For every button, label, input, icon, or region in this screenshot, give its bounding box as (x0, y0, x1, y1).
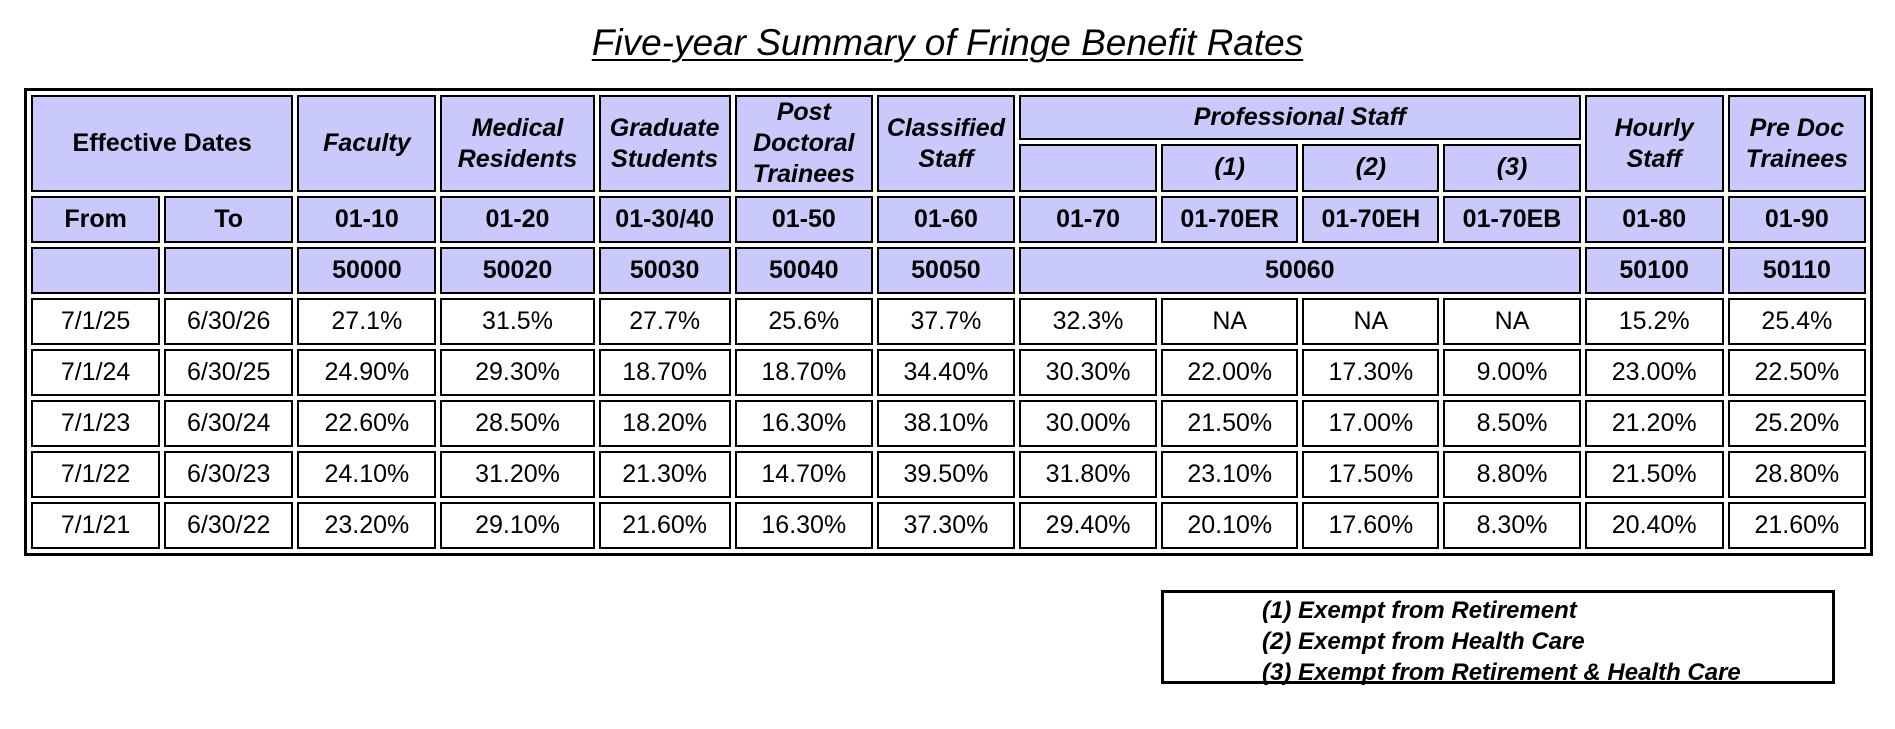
rate-cell: 8.30% (1443, 502, 1580, 549)
date-cell: 6/30/24 (164, 400, 293, 447)
rate-cell: 18.20% (599, 400, 731, 447)
prof-sub-header: (2) (1302, 144, 1439, 192)
account-code-cell (164, 247, 293, 294)
rate-cell: 14.70% (735, 451, 873, 498)
prof-sub-header: (3) (1443, 144, 1580, 192)
rate-cell: 24.90% (297, 349, 436, 396)
page-title: Five-year Summary of Fringe Benefit Rates (591, 22, 1304, 63)
account-code-cell: 50110 (1728, 247, 1866, 294)
rate-cell: 29.30% (440, 349, 594, 396)
rate-cell: 21.60% (1728, 502, 1866, 549)
rate-cell: 21.50% (1585, 451, 1724, 498)
rate-cell: 16.30% (735, 502, 873, 549)
date-cell: 7/1/22 (31, 451, 160, 498)
rate-cell: NA (1161, 298, 1298, 345)
rate-cell: 15.2% (1585, 298, 1724, 345)
rate-cell: 23.10% (1161, 451, 1298, 498)
rate-cell: 9.00% (1443, 349, 1580, 396)
rate-cell: 30.00% (1019, 400, 1157, 447)
plan-code-cell: 01-10 (297, 196, 436, 243)
effective-dates-header: Effective Dates (31, 95, 293, 192)
rate-cell: 21.30% (599, 451, 731, 498)
plan-code-cell: 01-70 (1019, 196, 1157, 243)
legend-item: (3) Exempt from Retirement & Health Care (1262, 659, 1741, 686)
medical-residents-header: Medical Residents (440, 95, 594, 192)
account-code-cell: 50000 (297, 247, 436, 294)
table-row (31, 502, 1866, 549)
date-cell: 6/30/22 (164, 502, 293, 549)
rate-cell: 37.30% (877, 502, 1015, 549)
plan-code-cell: 01-70EB (1443, 196, 1580, 243)
legend-item: (1) Exempt from Retirement (1262, 597, 1577, 624)
rate-cell: 22.60% (297, 400, 436, 447)
fringe-rates-table (24, 88, 1873, 556)
table-row (31, 400, 1866, 447)
rate-cell: 34.40% (877, 349, 1015, 396)
rate-cell: 25.4% (1728, 298, 1866, 345)
rate-cell: 23.00% (1585, 349, 1724, 396)
plan-code-cell: 01-70EH (1302, 196, 1439, 243)
rate-cell: 31.20% (440, 451, 594, 498)
rate-cell: 8.50% (1443, 400, 1580, 447)
faculty-header: Faculty (297, 95, 436, 192)
rate-cell: 27.1% (297, 298, 436, 345)
pre-doc-header: Pre Doc Trainees (1728, 95, 1866, 192)
rate-cell: 29.10% (440, 502, 594, 549)
legend-box (1161, 590, 1835, 684)
rate-cell: 23.20% (297, 502, 436, 549)
account-code-cell (31, 247, 160, 294)
prof-sub-header (1019, 144, 1157, 192)
table-row (31, 451, 1866, 498)
rate-cell: 27.7% (599, 298, 731, 345)
table-row (31, 349, 1866, 396)
rate-cell: 17.60% (1302, 502, 1439, 549)
rate-cell: 37.7% (877, 298, 1015, 345)
account-code-cell: 50060 (1019, 247, 1581, 294)
rate-cell: 22.50% (1728, 349, 1866, 396)
post-doctoral-header: Post Doctoral Trainees (735, 95, 873, 192)
rate-cell: 25.6% (735, 298, 873, 345)
plan-code-cell: 01-60 (877, 196, 1015, 243)
date-cell: 7/1/21 (31, 502, 160, 549)
graduate-students-header: Graduate Students (599, 95, 731, 192)
plan-code-cell: 01-20 (440, 196, 594, 243)
date-column-header: To (164, 196, 293, 243)
rate-cell: 18.70% (599, 349, 731, 396)
rate-cell: 8.80% (1443, 451, 1580, 498)
rate-cell: 29.40% (1019, 502, 1157, 549)
account-code-cell: 50050 (877, 247, 1015, 294)
prof-sub-header: (1) (1161, 144, 1298, 192)
rate-cell: NA (1443, 298, 1580, 345)
date-column-header: From (31, 196, 160, 243)
plan-code-cell: 01-70ER (1161, 196, 1298, 243)
account-code-cell: 50030 (599, 247, 731, 294)
professional-staff-header: Professional Staff (1019, 95, 1581, 140)
rate-cell: 28.80% (1728, 451, 1866, 498)
rate-cell: 17.00% (1302, 400, 1439, 447)
rate-cell: 24.10% (297, 451, 436, 498)
rate-cell: 32.3% (1019, 298, 1157, 345)
rate-cell: 17.30% (1302, 349, 1439, 396)
rate-cell: 20.10% (1161, 502, 1298, 549)
rate-cell: NA (1302, 298, 1439, 345)
rate-cell: 31.80% (1019, 451, 1157, 498)
rate-cell: 22.00% (1161, 349, 1298, 396)
rate-cell: 30.30% (1019, 349, 1157, 396)
table-row (31, 298, 1866, 345)
date-cell: 7/1/25 (31, 298, 160, 345)
account-code-cell: 50100 (1585, 247, 1724, 294)
rate-cell: 38.10% (877, 400, 1015, 447)
plan-code-cell: 01-80 (1585, 196, 1724, 243)
classified-staff-header: Classified Staff (877, 95, 1015, 192)
rate-cell: 20.40% (1585, 502, 1724, 549)
date-cell: 6/30/23 (164, 451, 293, 498)
plan-code-cell: 01-50 (735, 196, 873, 243)
date-cell: 6/30/26 (164, 298, 293, 345)
date-cell: 7/1/23 (31, 400, 160, 447)
plan-code-cell: 01-30/40 (599, 196, 731, 243)
rate-cell: 21.50% (1161, 400, 1298, 447)
rate-cell: 18.70% (735, 349, 873, 396)
rate-cell: 31.5% (440, 298, 594, 345)
rate-cell: 25.20% (1728, 400, 1866, 447)
rate-cell: 39.50% (877, 451, 1015, 498)
rate-cell: 28.50% (440, 400, 594, 447)
rate-cell: 21.60% (599, 502, 731, 549)
date-cell: 6/30/25 (164, 349, 293, 396)
legend-item: (2) Exempt from Health Care (1262, 628, 1585, 655)
account-code-cell: 50020 (440, 247, 594, 294)
plan-code-cell: 01-90 (1728, 196, 1866, 243)
rate-cell: 17.50% (1302, 451, 1439, 498)
hourly-staff-header: Hourly Staff (1585, 95, 1724, 192)
account-code-cell: 50040 (735, 247, 873, 294)
date-cell: 7/1/24 (31, 349, 160, 396)
rate-cell: 21.20% (1585, 400, 1724, 447)
rate-cell: 16.30% (735, 400, 873, 447)
